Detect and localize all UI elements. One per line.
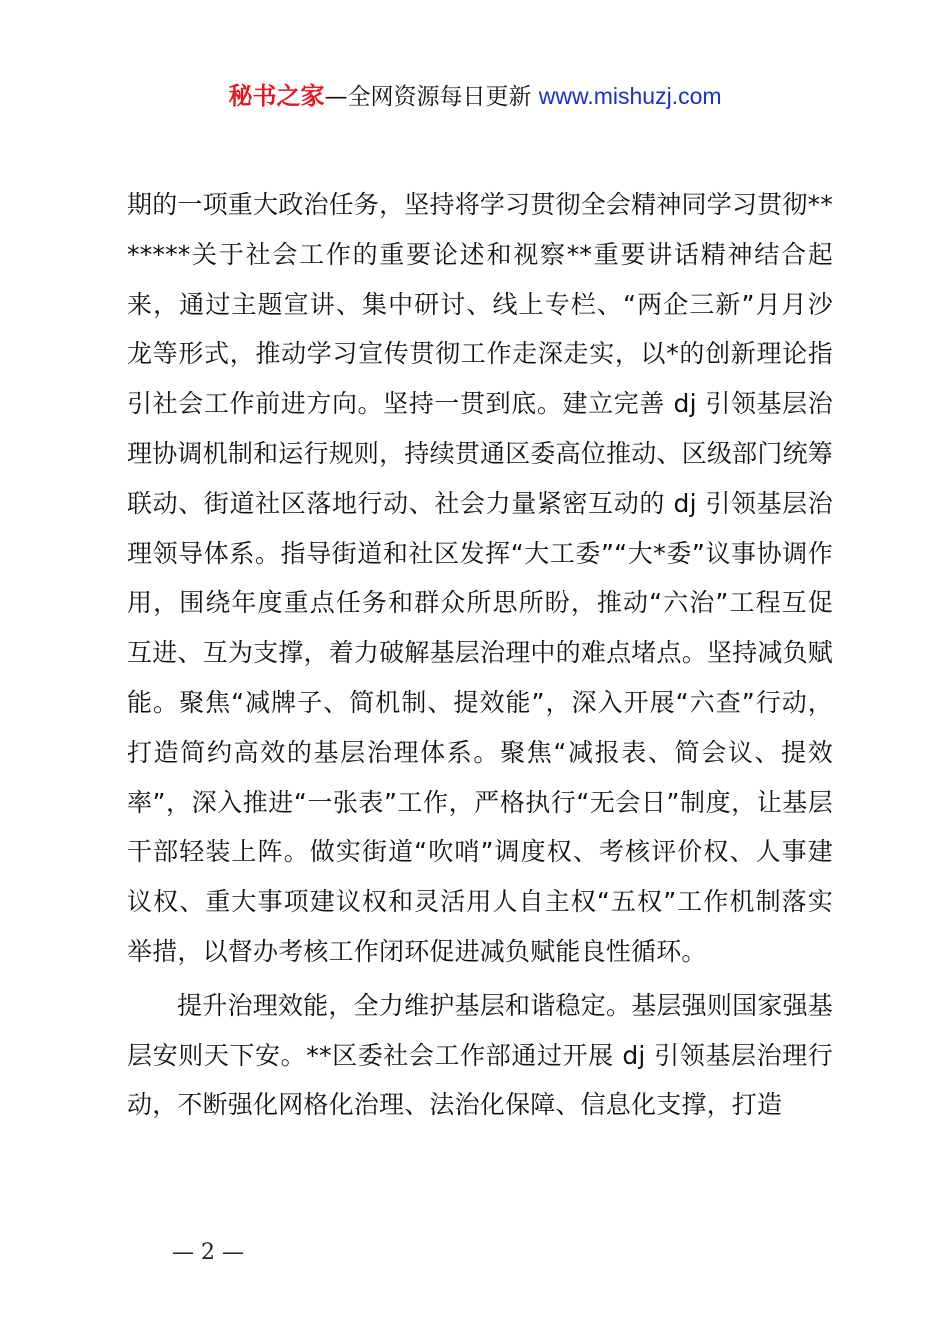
page-header — [0, 80, 950, 113]
page-number: — 2 — — [172, 1240, 244, 1265]
document-body — [127, 180, 833, 1130]
site-url-link[interactable]: www.mishuzj.com — [538, 83, 722, 109]
body-paragraph-continued: 期的一项重大政治任务，坚持将学习贯彻全会精神同学习贯彻*******关于社会工作的重要论述和视察**重要讲话精神结合起来，通过主题宣讲、集中研讨、线上专栏、“两企三新”月月沙龙等形式，推动学习宣传贯彻工作走深走实，以*的创新理论指引社会工作前进方向。坚持一贯到底。建立完善 dj 引领基层治理协调机制和运行规则，持续贯通区委高位推动、区级部门统筹联动、街道社区落地行动、社会力量紧密互动的 dj 引领基层治理领导体系。指导街道和社区发挥“大工委”“大*委”议事协调作用，围绕年度重点任务和群众所思所盼，推动“六治”工程互促互进、互为支撑，着力破解基层治理中的难点堵点。坚持减负赋能。聚焦“减牌子、简机制、提效能”，深入开展“六查”行动，打造简约高效的基层治理体系。聚焦“减报表、简会议、提效率”，深入推进“一张表”工作，严格执行“无会日”制度，让基层干部轻装上阵。做实街道“吹哨”调度权、考核评价权、人事建议权、重大事项建议权和灵活用人自主权“五权”工作机制落实举措，以督办考核工作闭环促进减负赋能良性循环。 — [127, 190, 833, 966]
header-tagline: —全网资源每日更新 — [324, 84, 532, 110]
body-paragraph-governance: 提升治理效能，全力维护基层和谐稳定。基层强则国家强基层安则天下安。**区委社会工作部通过开展 dj 引领基层治理行动，不断强化网格化治理、法治化保障、信息化支撑，打造 — [127, 990, 833, 1120]
brand-name: 秘书之家 — [228, 82, 325, 110]
